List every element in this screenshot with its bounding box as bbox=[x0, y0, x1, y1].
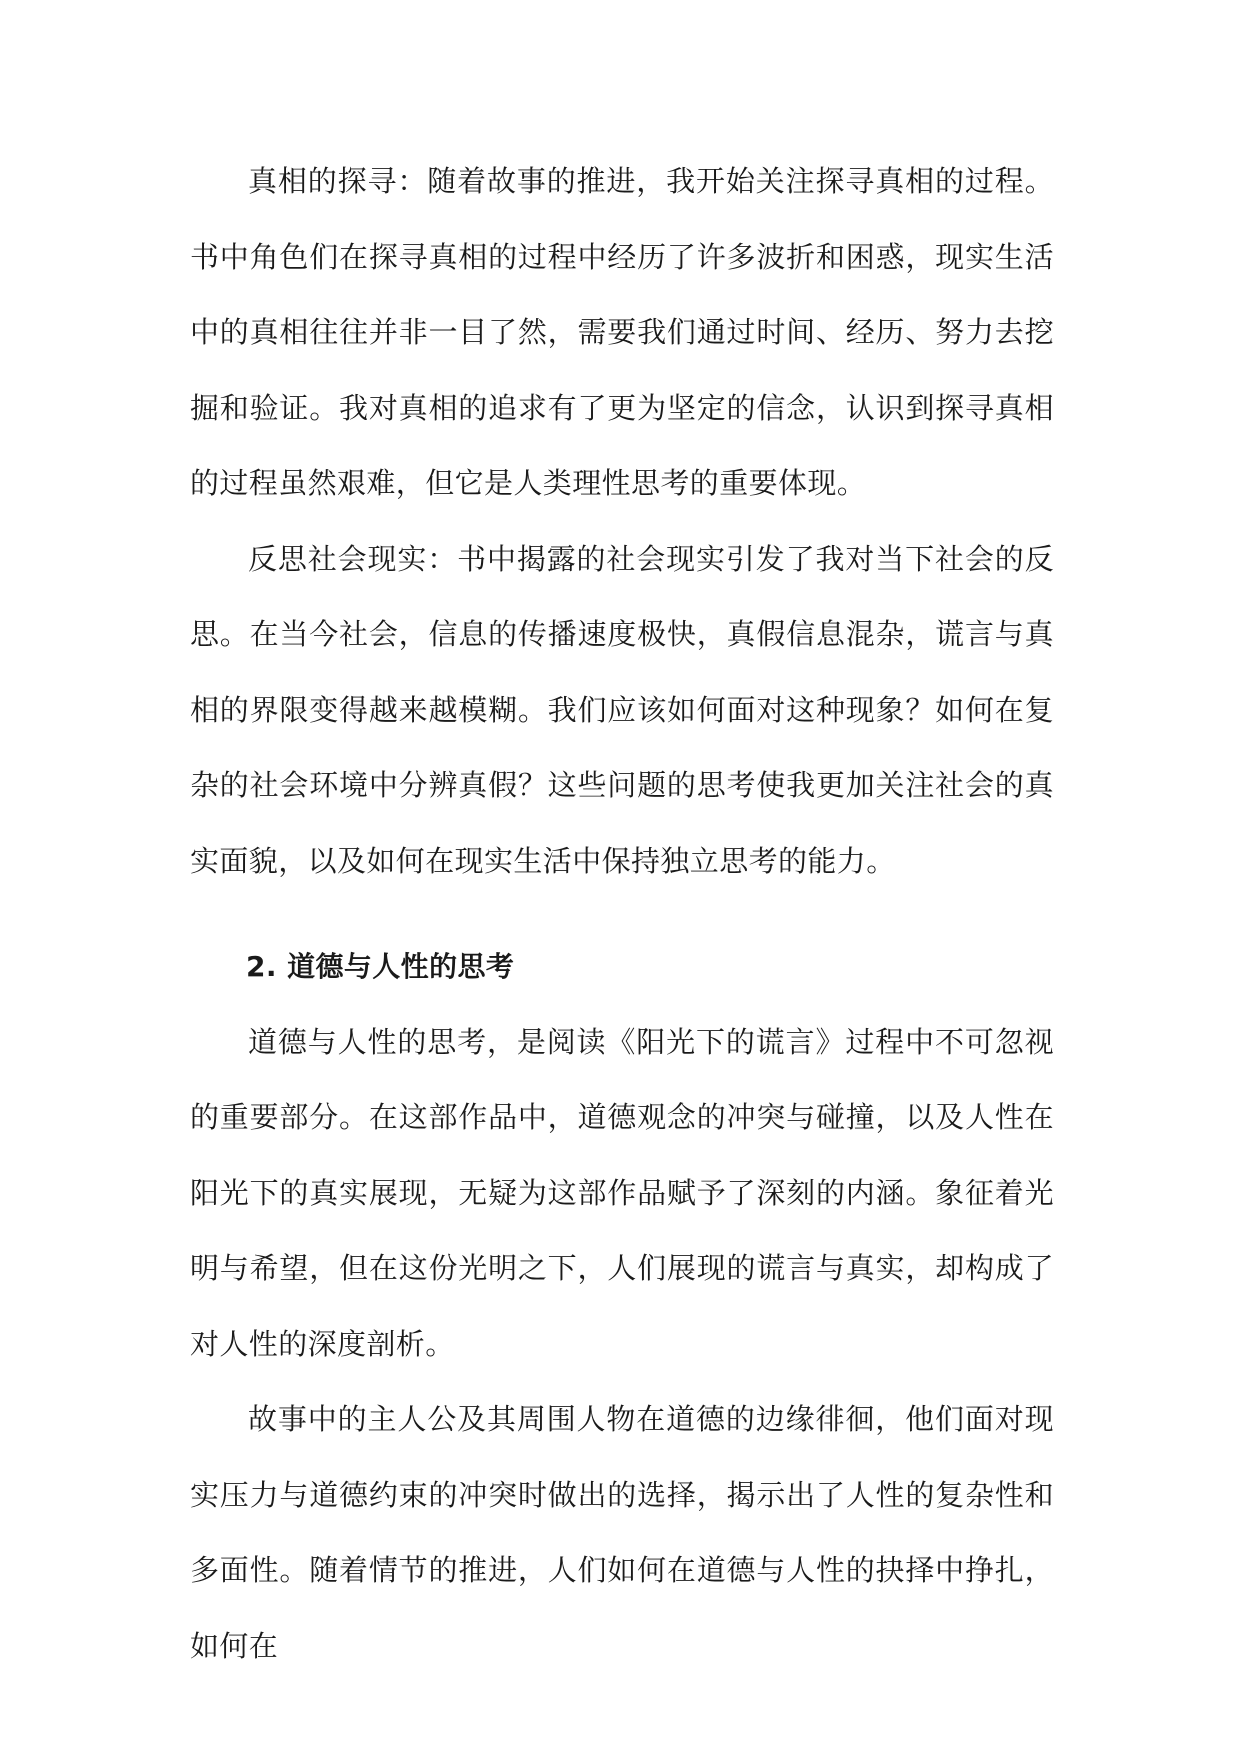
document-body bbox=[190, 144, 1054, 1684]
paragraph-social-reflection: 反思社会现实：书中揭露的社会现实引发了我对当下社会的反思。在当今社会，信息的传播速度极快，真假信息混杂，谎言与真相的界限变得越来越模糊。我们应该如何面对这种现象？如何在复杂的社会环境中分辨真假？这些问题的思考使我更加关注社会的真实面貌，以及如何在现实生活中保持独立思考的能力。 bbox=[190, 541, 1054, 878]
paragraph-protagonist: 故事中的主人公及其周围人物在道德的边缘徘徊，他们面对现实压力与道德约束的冲突时做出的选择，揭示出了人性的复杂性和多面性。随着情节的推进，人们如何在道德与人性的抉择中挣扎，如何在 bbox=[190, 1402, 1054, 1663]
paragraph-morality-intro: 道德与人性的思考，是阅读《阳光下的谎言》过程中不可忽视的重要部分。在这部作品中，道德观念的冲突与碰撞，以及人性在阳光下的真实展现，无疑为这部作品赋予了深刻的内涵。象征着光明与希望，但在这份光明之下，人们展现的谎言与真实，却构成了对人性的深度剖析。 bbox=[190, 1024, 1054, 1361]
section-heading: 2. 道德与人性的思考 bbox=[246, 950, 515, 983]
paragraph-truth-seeking: 真相的探寻：随着故事的推进，我开始关注探寻真相的过程。书中角色们在探寻真相的过程中经历了许多波折和困惑，现实生活中的真相往往并非一目了然，需要我们通过时间、经历、努力去挖掘和验证。我对真相的追求有了更为坚定的信念，认识到探寻真相的过程虽然艰难，但它是人类理性思考的重要体现。 bbox=[190, 164, 1054, 500]
